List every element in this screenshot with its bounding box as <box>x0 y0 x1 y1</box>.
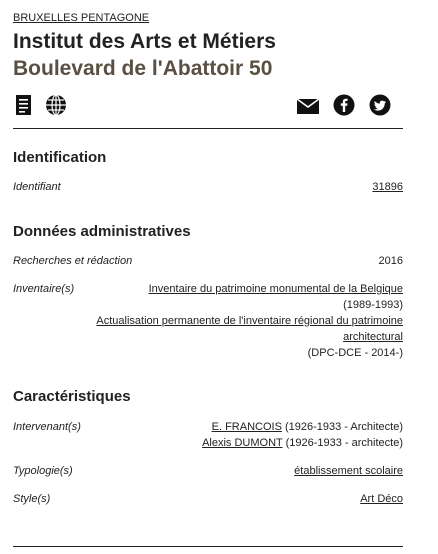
page-subtitle-address: Boulevard de l'Abattoir 50 <box>13 57 273 80</box>
identifier-label: Identifiant <box>13 181 61 193</box>
intervenant-link-1[interactable]: E. FRANCOIS <box>211 421 282 433</box>
section-title-identification: Identification <box>13 149 107 166</box>
intervenant-values <box>103 419 403 451</box>
inventory-link-1[interactable]: Inventaire du patrimoine monumental de la Belgique <box>148 283 403 295</box>
globe-icon[interactable] <box>45 94 67 116</box>
intervenant-2-detail: (1926-1933 - architecte) <box>282 437 403 449</box>
inventory-link-2-line1[interactable]: Actualisation permanente de l'inventaire régional du patrimoine <box>96 315 403 327</box>
typology-label: Typologie(s) <box>13 465 73 477</box>
inventory-1-dates: (1989-1993) <box>343 299 403 311</box>
header-divider <box>13 128 403 129</box>
facebook-icon[interactable] <box>333 94 355 116</box>
document-icon[interactable] <box>13 94 35 116</box>
twitter-icon[interactable] <box>369 94 391 116</box>
style-link[interactable]: Art Déco <box>360 493 403 505</box>
intervenant-label: Intervenant(s) <box>13 421 81 433</box>
identifier-link[interactable]: 31896 <box>372 181 403 193</box>
action-icon-bar <box>13 94 413 120</box>
mail-icon[interactable] <box>297 94 319 116</box>
style-label: Style(s) <box>13 493 51 505</box>
intervenant-link-2[interactable]: Alexis DUMONT <box>202 437 283 449</box>
style-value <box>360 491 403 507</box>
typology-link[interactable]: établissement scolaire <box>294 465 403 477</box>
inventory-link-2-line2[interactable]: architectural <box>343 331 403 343</box>
intervenant-1-detail: (1926-1933 - Architecte) <box>281 421 403 433</box>
footer-divider <box>13 546 403 547</box>
section-title-admin: Données administratives <box>13 223 191 240</box>
research-label: Recherches et rédaction <box>13 255 133 267</box>
breadcrumb[interactable]: BRUXELLES PENTAGONE <box>13 12 150 24</box>
section-title-features: Caractéristiques <box>13 388 131 405</box>
page-title: Institut des Arts et Métiers <box>13 30 276 53</box>
inventory-values <box>43 281 403 361</box>
research-value: 2016 <box>378 255 403 267</box>
typology-value <box>294 463 403 479</box>
identifier-value <box>372 179 403 195</box>
inventory-label: Inventaire(s) <box>13 283 75 295</box>
inventory-2-dates: (DPC-DCE - 2014-) <box>307 347 403 359</box>
